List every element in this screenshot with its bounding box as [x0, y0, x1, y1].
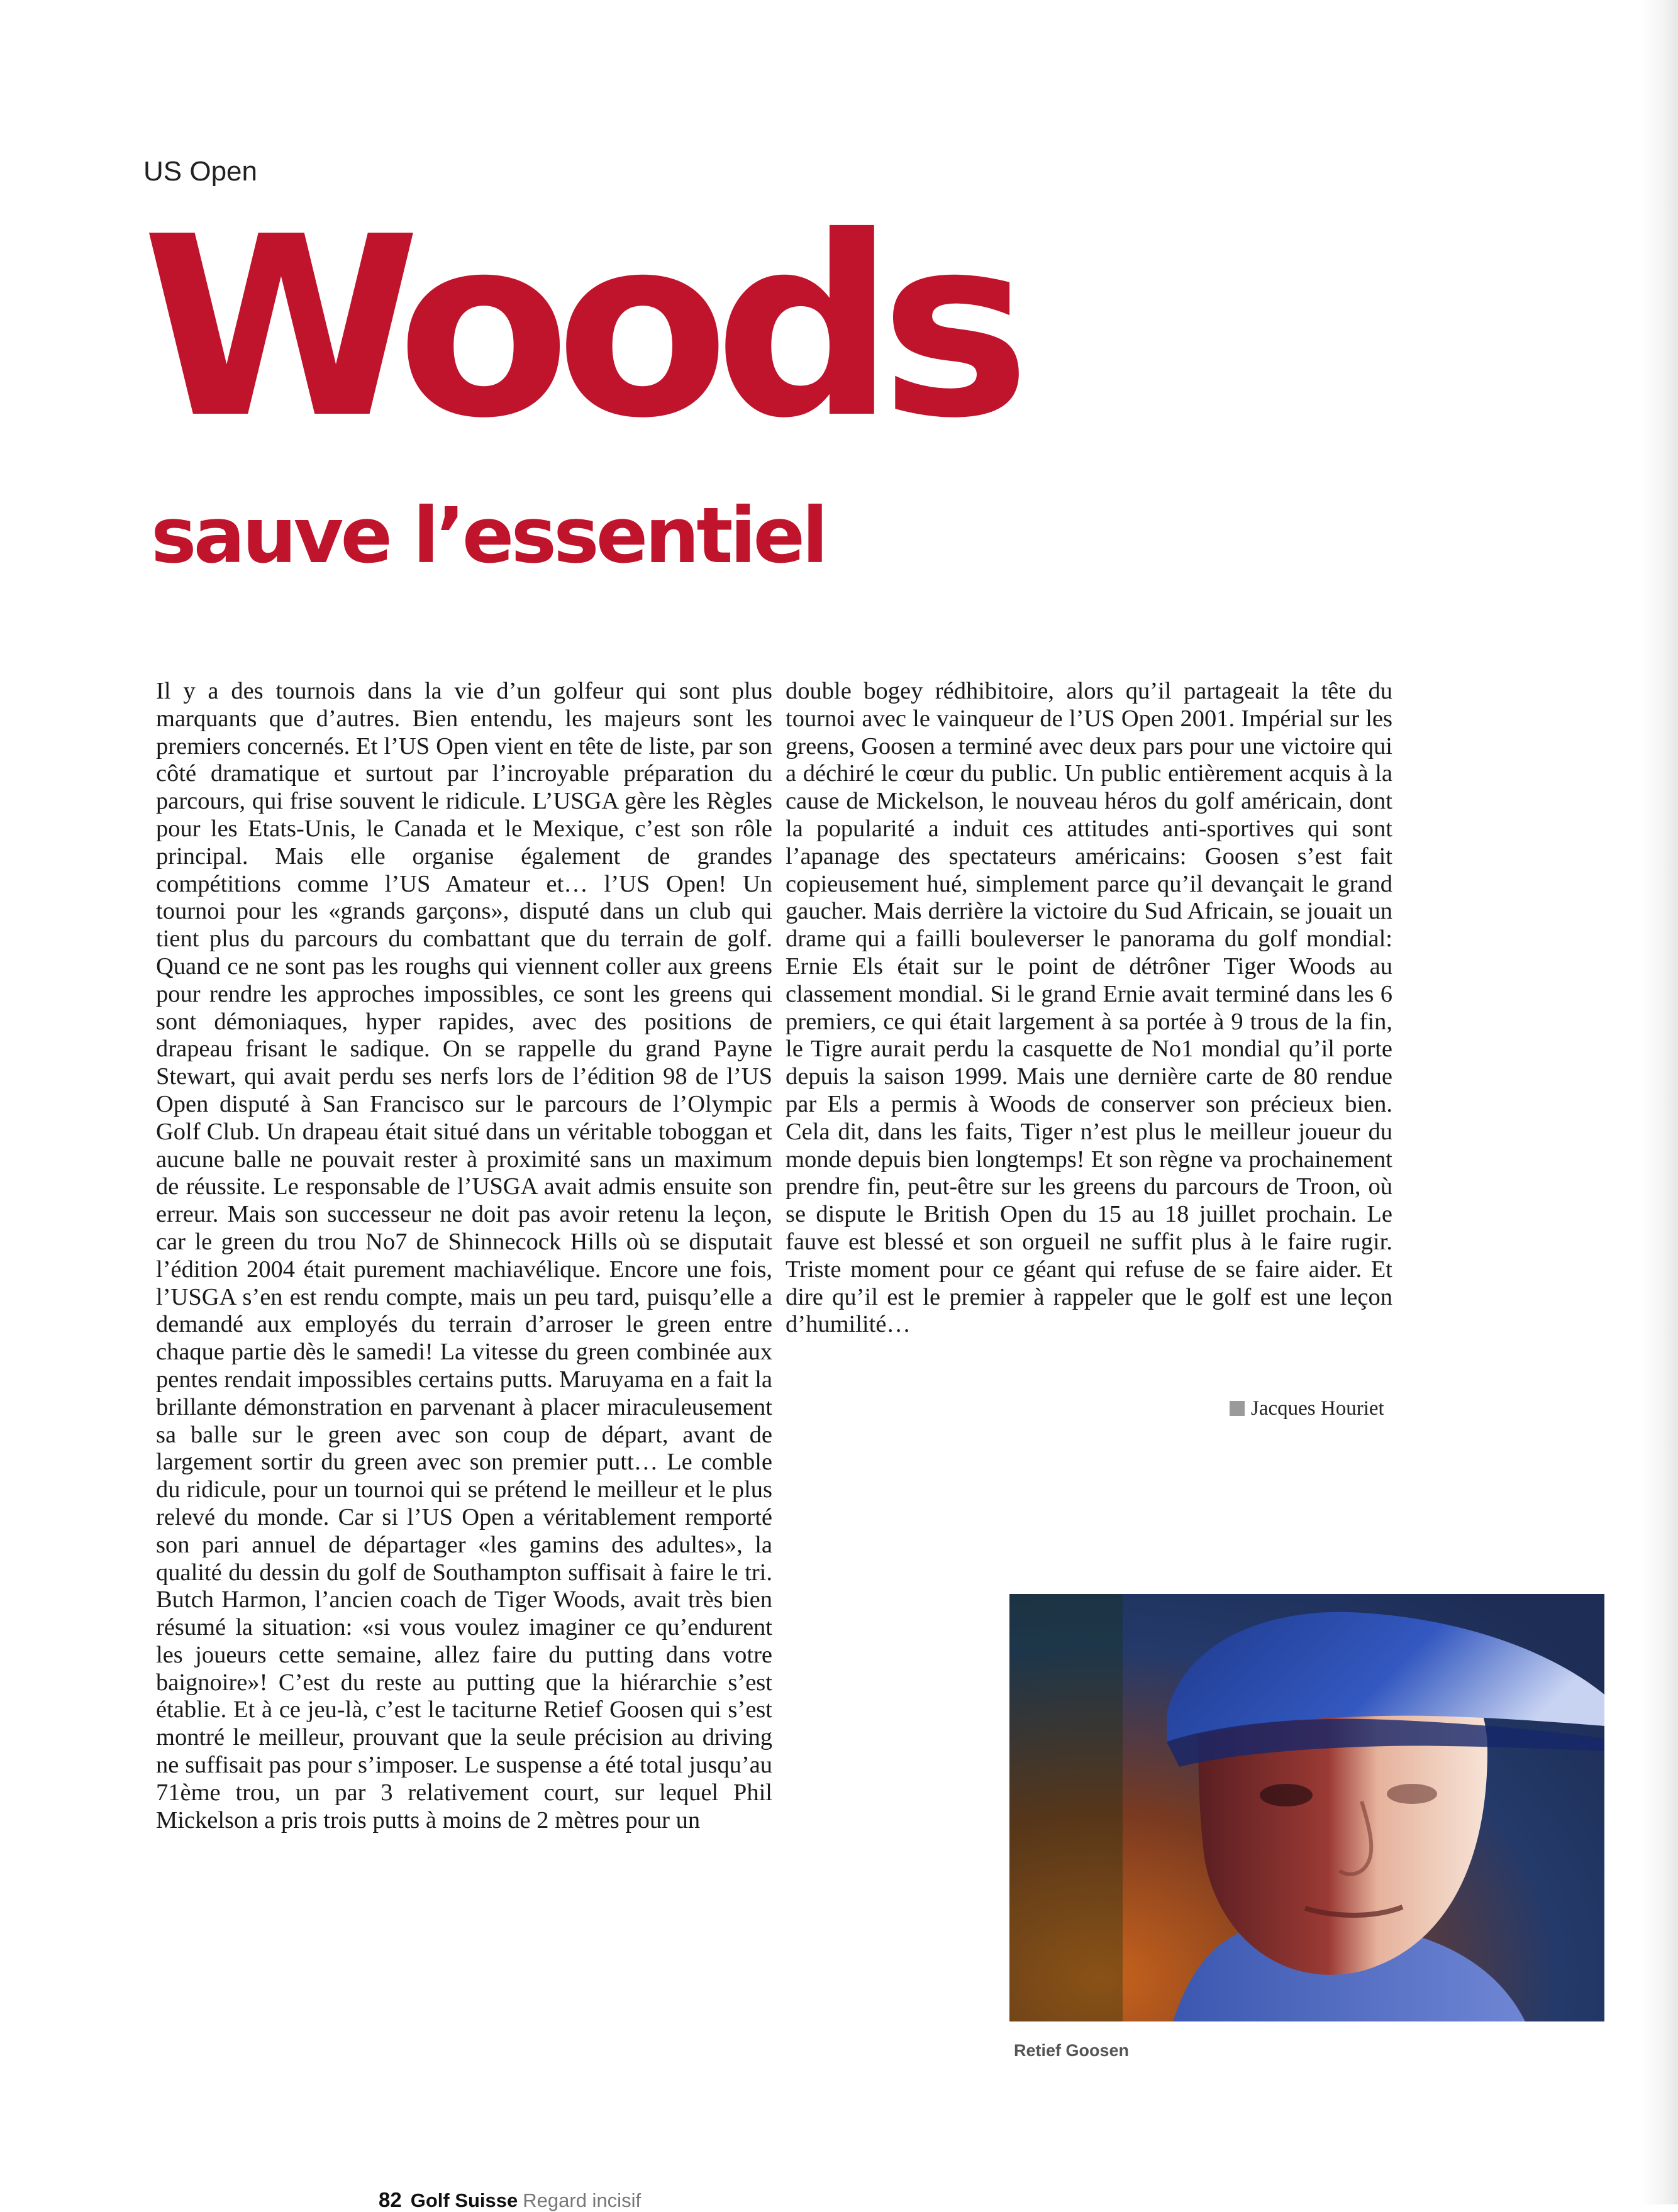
page-edge [1640, 0, 1678, 2204]
author-name: Jacques Houriet [1251, 1397, 1384, 1420]
article-text-right: double bogey rédhibitoire, alors qu’il partageait la tête du tournoi avec le vainqueur de l’US Open 2001. Impérial sur les greens, Goosen a terminé avec deux pars pour une victoire qui a déchiré le cœur du public. Un public entièrement acquis à la cause de Mickelson, le nouveau héros du golf américain, dont la popularité a induit ces attitudes anti-sportives qui sont l’apanage des spectateurs américains: Goosen s’est fait copieusement hué, simplement parce qu’il devançait le grand gaucher. Mais derrière la victoire du Sud Africain, se jouait un drame qui a failli bouleverser le panorama du golf mondial: Ernie Els était sur le point de détrôner Tiger Woods au classement mondial. Si le grand Ernie avait terminé dans les 6 premiers, ce qui était largement à sa portée à 9 trous de la fin, le Tigre aurait perdu la casquette de No1 mondial qu’il porte depuis la saison 1999. Mais une dernière carte de 80 rendue par Els a permis à Woods de conserver son précieux bien. Cela dit, dans les faits, Tiger n’est plus le meilleur joueur du monde depuis bien longtemps! Et son règne va prochainement prendre fin, peut-être sur les greens du parcours de Troon, où se dispute le British Open du 15 au 18 juillet prochain. Le fauve est blessé et son orgueil ne suffit plus à le faire rugir. Triste moment pour ce géant qui refuse de se faire aider. Et dire qu’il est le premier à rappeler que le golf est une leçon d’humilité… [786, 678, 1392, 1338]
headline-subtitle: sauve l’essentiel [151, 491, 825, 580]
section-name: Regard incisif [523, 2189, 642, 2211]
page-number: 82 [379, 2188, 402, 2211]
player-portrait-image [1009, 1594, 1604, 2021]
article-text-left: Il y a des tournois dans la vie d’un golfeur qui sont plus marquants que d’autres. Bien entendu, les majeurs sont les premiers concernés. Et l’US Open vient en tête de liste, par son côté dramatique et surtout par l’incroyable préparation du parcours, qui frise souvent le ridicule. L’USGA gère les Règles pour les Etats-Unis, le Canada et le Mexique, c’est son rôle principal. Mais elle organise également de grandes compétitions comme l’US Amateur et… l’US Open! Un tournoi pour les «grands garçons», disputé dans un club qui tient plus du parcours du combattant que du terrain de golf. Quand ce ne sont pas les roughs qui viennent coller aux greens pour rendre les approches impossibles, ce sont les greens qui sont démoniaques, hyper rapides, avec des positions de drapeau frisant le sadique. On se rappelle du grand Payne Stewart, qui avait perdu ses nerfs lors de l’édition 98 de l’US Open disputé à San Francisco sur le parcours de l’Olympic Golf Club. Un drapeau était situé dans un véritable toboggan et aucune balle ne pouvait rester à proximité sans un maximum de réussite. Le responsable de l’USGA avait admis ensuite son erreur. Mais son successeur ne doit pas avoir retenu la leçon, car le green du trou No7 de Shinnecock Hills où se disputait l’édition 2004 était purement machiavélique. Encore une fois, l’USGA s’en est rendu compte, mais un peu tard, puisqu’elle a demandé aux employés du terrain d’arroser le green entre chaque partie dès le samedi! La vitesse du green combinée aux pentes rendait impossibles certains putts. Maruyama en a fait la brillante démonstration en parvenant à placer miraculeusement sa balle sur le green avec son coup de départ, avant de largement sortir du green avec son premier putt… Le comble du ridicule, pour un tournoi qui se prétend le meilleur et le plus relevé du monde. Car si l’US Open a véritablement remporté son pari annuel de départager «les gamins des adultes», la qualité du dessin du golf de Southampton suffisait à faire le tri. Butch Harmon, l’ancien coach de Tiger Woods, avait très bien résumé la situation: «si vous voulez imaginer ce qu’endurent les joueurs cette semaine, allez faire du putting dans votre baignoire»! C’est du reste au putting que la hiérarchie s’est établie. Et à ce jeu-là, c’est le taciturne Retief Goosen qui s’est montré le meilleur, prouvant que la seule précision au driving ne suffisait pas pour s’imposer. Le suspense a été total jusqu’au 71ème trou, un par 3 relativement court, sur lequel Phil Mickelson a pris trois putts à moins de 2 mètres pour un [156, 678, 772, 1833]
magazine-name: Golf Suisse [410, 2189, 518, 2211]
article-column-left [156, 678, 772, 1834]
headline-title: Woods [142, 184, 1016, 473]
byline-square-icon [1230, 1401, 1245, 1416]
page-footer [379, 2188, 641, 2212]
article-column-right [786, 678, 1392, 1339]
player-photo [1009, 1594, 1604, 2021]
author-byline [1230, 1397, 1384, 1420]
section-kicker: US Open [143, 156, 257, 187]
photo-caption: Retief Goosen [1014, 2041, 1130, 2060]
